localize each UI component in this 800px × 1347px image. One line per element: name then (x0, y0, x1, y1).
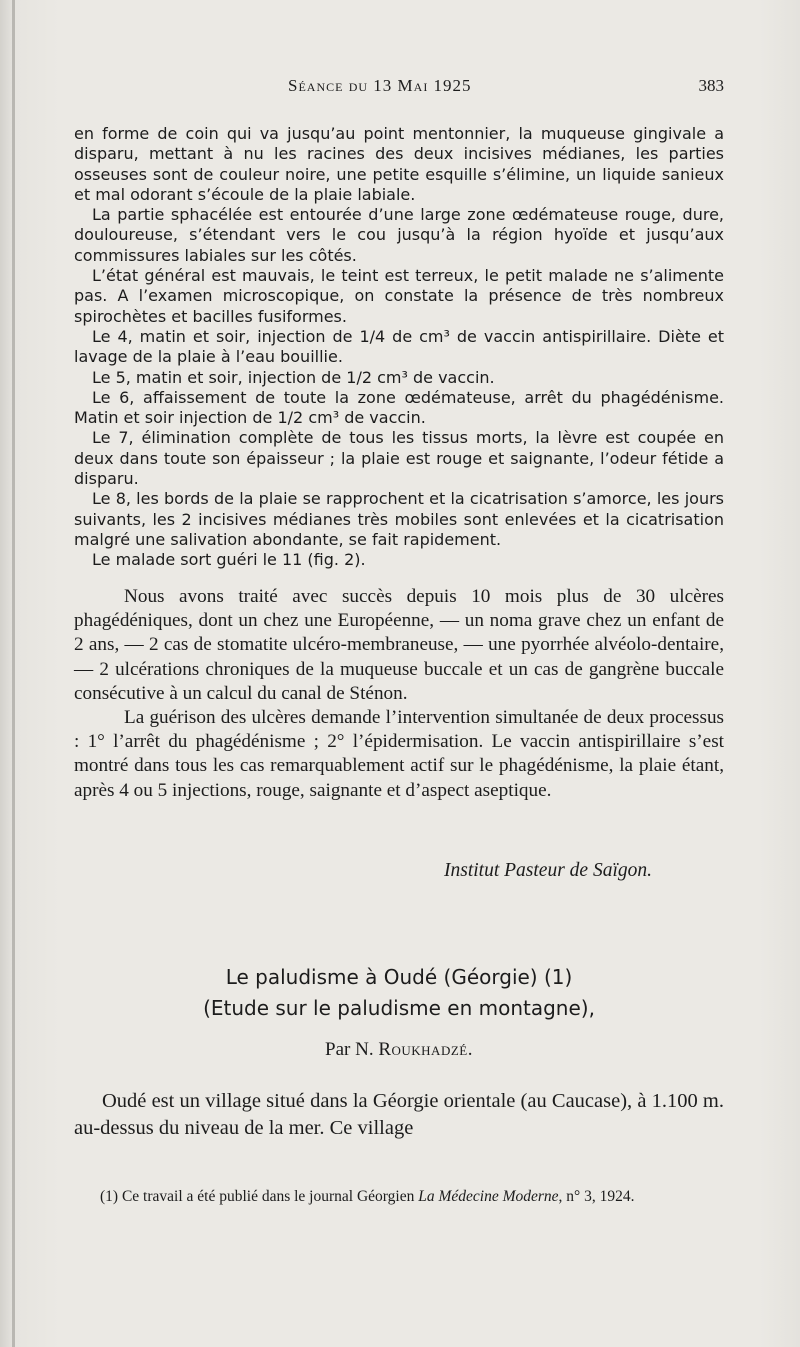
article-intro-paragraph: Oudé est un village situé dans la Géorgie orientale (au Caucase), à 1.100 m. au-dessus du niveau de la mer. Ce village (74, 1090, 724, 1139)
page-number: 383 (698, 76, 724, 95)
case-paragraph: Le 4, matin et soir, injection de 1/4 de cm³ de vaccin antispirillaire. Diète et lavage de la plaie à l’eau bouillie. (74, 326, 724, 367)
footnote-journal: La Médecine Moderne (418, 1188, 559, 1205)
institution-signature: Institut Pasteur de Saïgon. (444, 860, 652, 881)
case-paragraph: La partie sphacélée est entourée d’une large zone œdémateuse rouge, dure, douloureuse, s’étendant vers le cou jusqu’à la région hyoïde et jusqu’aux commissures labiales sur les côtés. (74, 205, 724, 265)
footnote (74, 1186, 724, 1207)
running-header (74, 76, 724, 100)
case-paragraph: Le 8, les bords de la plaie se rapprochent et la cicatrisation s’amorce, les jours suivants, les 2 incisives médianes très mobiles sont enlevées et la cicatrisation malgré une salivation abondante, se fait rapidement. (74, 489, 724, 549)
header-title: Séance du 13 Mai 1925 (288, 76, 472, 95)
binding-gutter (12, 0, 15, 1347)
case-paragraph: Le malade sort guéri le 11 (fig. 2). (92, 550, 366, 570)
article-subtitle: (Etude sur le paludisme en montagne), (203, 996, 595, 1020)
author-name: Roukhadzé. (378, 1039, 473, 1060)
case-paragraph: L’état général est mauvais, le teint est terreux, le petit malade ne s’alimente pas. A l’examen microscopique, on constate la présence de très nombreux spirochètes et bacilles fusiformes. (74, 266, 724, 326)
case-paragraph: Le 7, élimination complète de tous les tissus morts, la lèvre est coupée en deux dans toute son épaisseur ; la plaie est rouge et saignante, l’odeur fétide a disparu. (74, 428, 724, 489)
article-author (74, 1039, 724, 1061)
case-report (74, 124, 724, 571)
footnote-lead: (1) Ce travail a été publié dans le journal Géorgien (100, 1188, 415, 1205)
case-paragraph: Le 6, affaissement de toute la zone œdémateuse, arrêt du phagédénisme. Matin et soir injection de 1/2 cm³ de vaccin. (74, 387, 724, 428)
article-body (74, 1088, 724, 1142)
author-prefix: Par N. (325, 1039, 374, 1060)
conclusion-paragraph-1: Nous avons traité avec succès depuis 10 mois plus de 30 ulcères phagédéniques, dont un chez une Européenne, — un noma grave chez un enfant de 2 ans, — 2 cas de stomatite ulcéro-membraneuse, — une pyorrhée alvéolo-dentaire, — 2 ulcérations chroniques de la muqueuse buccale et un cas de gangrène buccale consécutive à un calcul du canal de Sténon. (74, 586, 724, 704)
conclusion-paragraph-2: La guérison des ulcères demande l’intervention simultanée de deux processus : 1° l’arrêt du phagédénisme ; 2° l’épidermisation. Le vaccin antispirillaire s’est montré dans tous les cas remarquablement actif sur le phagédénisme, la plaie étant, après 4 ou 5 injections, rouge, saignante et d’aspect aseptique. (74, 707, 724, 801)
case-paragraph: en forme de coin qui va jusqu’au point mentonnier, la muqueuse gingivale a disparu, mettant à nu les racines des deux incisives médianes, les parties osseuses sont de couleur noire, une petite esquille s’élimine, un liquide sanieux et mal odorant s’écoule de la plaie labiale. (74, 124, 724, 204)
article-title: Le paludisme à Oudé (Géorgie) (1) (225, 965, 573, 989)
conclusion (74, 585, 724, 803)
case-paragraph: Le 5, matin et soir, injection de 1/2 cm³ de vaccin. (92, 367, 495, 387)
footnote-tail: , n° 3, 1924. (558, 1188, 635, 1205)
